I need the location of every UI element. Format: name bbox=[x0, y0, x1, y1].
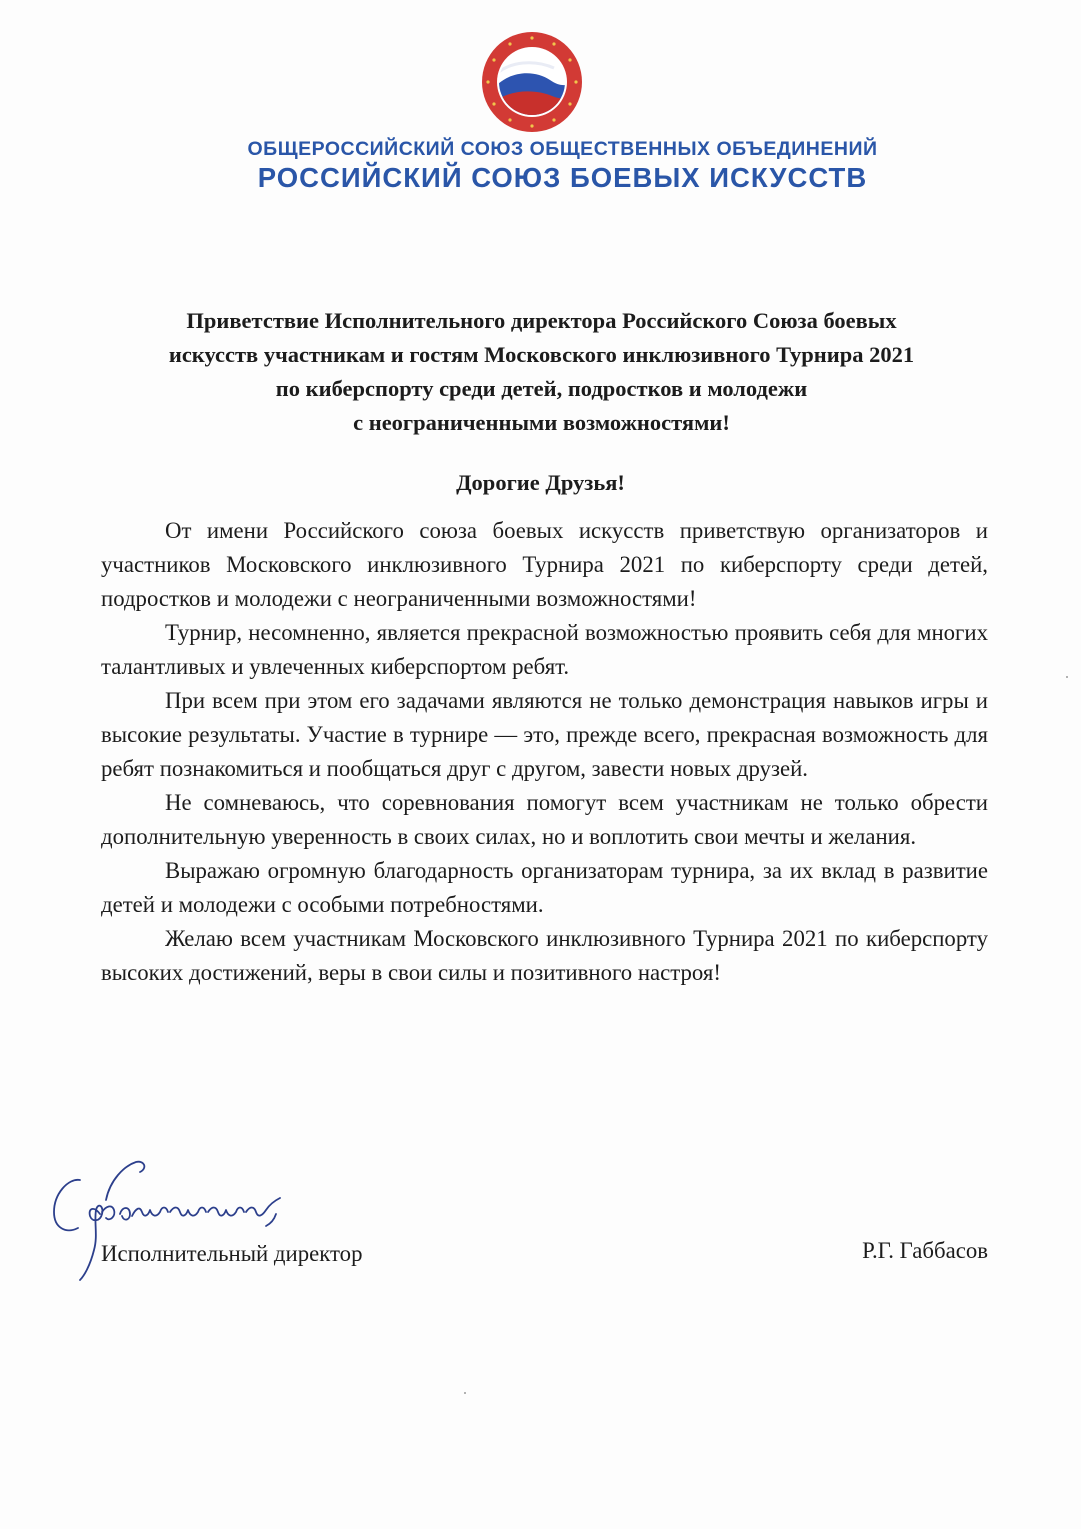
org-subtitle: ОБЩЕРОССИЙСКИЙ СОЮЗ ОБЩЕСТВЕННЫХ ОБЪЕДИНЕНИЙ bbox=[247, 138, 878, 160]
paragraph: Желаю всем участникам Московского инклюзивного Турнира 2021 по киберспорту высоких достижений, веры в свои силы и позитивного настроя! bbox=[101, 926, 988, 985]
letter-title bbox=[100, 304, 983, 440]
paragraph: От имени Российского союза боевых искусств приветствую организаторов и участников Московского инклюзивного Турнира 2021 по киберспорту среди детей, подростков и молодежи с неограниченными возможностями! bbox=[101, 518, 988, 611]
signer-role: Исполнительный директор bbox=[101, 1241, 363, 1266]
handwritten-signature bbox=[40, 1150, 363, 1290]
title-line: Приветствие Исполнительного директора Российского Союза боевых bbox=[186, 308, 897, 333]
paragraph: Выражаю огромную благодарность организаторам турнира, за их вклад в развитие детей и молодежи с особыми потребностями. bbox=[101, 858, 988, 917]
signer-name: Р.Г. Габбасов bbox=[862, 1238, 988, 1263]
scan-speck bbox=[464, 1392, 466, 1394]
paragraph: Турнир, несомненно, является прекрасной возможностью проявить себя для многих талантливых и увлеченных киберспортом ребят. bbox=[101, 620, 988, 679]
org-name: РОССИЙСКИЙ СОЮЗ БОЕВЫХ ИСКУССТВ bbox=[257, 162, 868, 193]
title-line: с неограниченными возможностями! bbox=[353, 410, 730, 435]
title-line: искусств участникам и гостям Московского инклюзивного Турнира 2021 bbox=[168, 342, 915, 367]
emblem-icon bbox=[480, 30, 584, 134]
scan-speck bbox=[1066, 676, 1068, 678]
greeting: Дорогие Друзья! bbox=[456, 470, 625, 495]
title-line: по киберспорту среди детей, подростков и молодежи bbox=[275, 376, 808, 401]
paragraph: При всем при этом его задачами являются не только демонстрация навыков игры и высокие результаты. Участие в турнире — это, прежде всего, прекрасная возможность для ребят познакомиться и пообщаться друг с другом, завести новых друзей. bbox=[101, 688, 988, 781]
letter-body bbox=[101, 514, 988, 990]
paragraph: Не сомневаюсь, что соревнования помогут всем участникам не только обрести дополнительную уверенность в своих силах, но и воплотить свои мечты и желания. bbox=[101, 790, 988, 849]
